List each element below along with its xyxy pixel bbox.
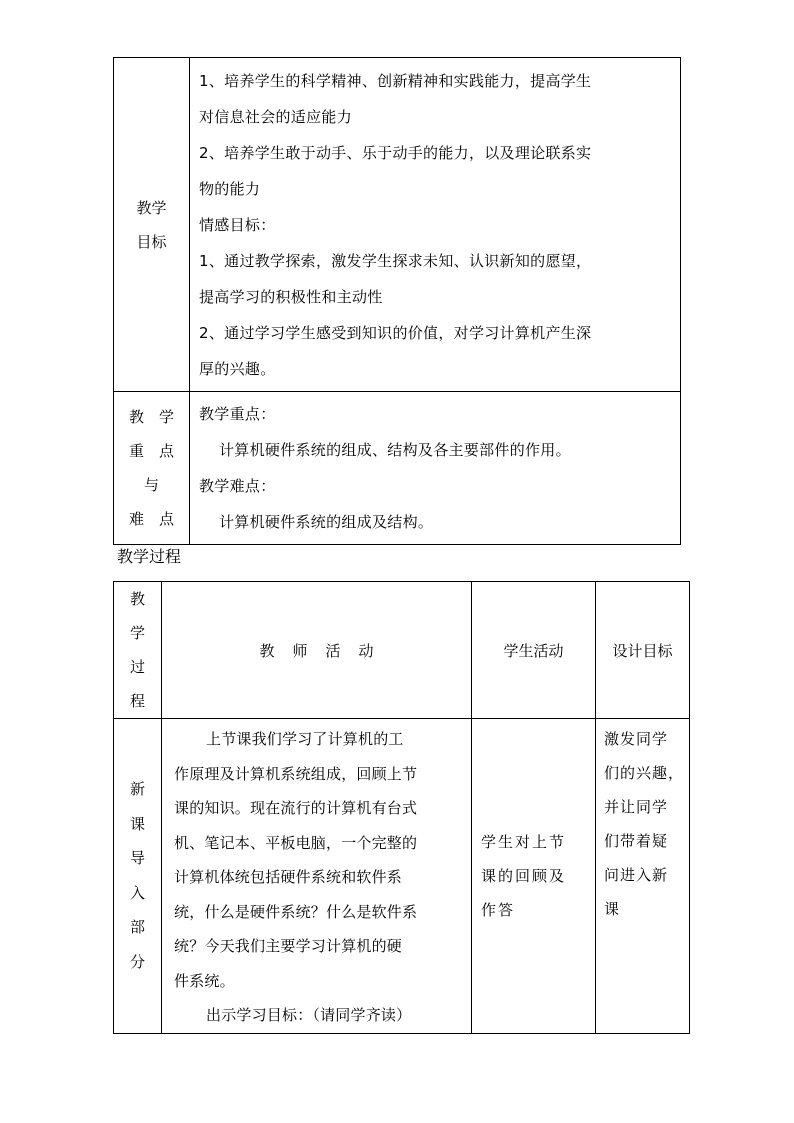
objectives-label-line: 教学 bbox=[136, 198, 167, 217]
objective-line: 1、通过教学探索，激发学生探求未知、认识新知的愿望， bbox=[199, 252, 592, 270]
teacher-show-goal: 出示学习目标：（请同学齐读） bbox=[206, 1006, 412, 1024]
goal-line: 课 bbox=[604, 900, 621, 918]
student-line: 学生对上节 bbox=[481, 832, 567, 851]
stage-header-char: 教 bbox=[129, 590, 145, 608]
teacher-line: 作原理及计算机系统组成，回顾上节 bbox=[174, 764, 418, 783]
objectives-content bbox=[190, 58, 681, 392]
keypoints-label-line: 与 bbox=[143, 476, 159, 494]
teacher-line: 课的知识。现在流行的计算机有台式 bbox=[174, 799, 418, 817]
objectives-label bbox=[114, 58, 190, 392]
keypoints-label-line: 重 点 bbox=[128, 442, 174, 460]
process-table bbox=[113, 581, 690, 1034]
teacher-line: 件系统。 bbox=[174, 971, 235, 990]
teacher-activity-header-text: 教师活动 bbox=[259, 641, 392, 660]
keypoints-label bbox=[114, 392, 190, 545]
stage-char: 导 bbox=[129, 849, 145, 868]
stage-char: 课 bbox=[129, 814, 145, 833]
objective-line: 物的能力 bbox=[199, 180, 261, 198]
teacher-line: 计算机体统包括硬件系统和软件系 bbox=[174, 868, 403, 886]
teacher-activity-header bbox=[162, 582, 472, 719]
teacher-line: 上节课我们学习了计算机的工 bbox=[206, 730, 404, 748]
goal-line: 问进入新 bbox=[604, 866, 669, 884]
objectives-table bbox=[113, 57, 681, 545]
keypoints-row bbox=[114, 392, 681, 545]
student-line: 作答 bbox=[481, 900, 516, 919]
section-title: 教学过程 bbox=[117, 547, 182, 566]
teacher-line: 统，什么是硬件系统？什么是软件系 bbox=[174, 902, 418, 921]
difficult-points-text: 计算机硬件系统的组成及结构。 bbox=[219, 513, 434, 531]
keypoints-content bbox=[190, 392, 681, 545]
keypoints-label-line: 难 点 bbox=[128, 510, 174, 528]
difficult-points-title: 教学难点： bbox=[199, 477, 276, 495]
key-points-text: 计算机硬件系统的组成、结构及各主要部件的作用。 bbox=[219, 441, 571, 459]
stage-header-char: 程 bbox=[129, 692, 145, 710]
keypoints-label-line: 教 学 bbox=[128, 408, 174, 426]
teacher-line: 统？今天我们主要学习计算机的硬 bbox=[174, 937, 403, 955]
objectives-row bbox=[114, 58, 681, 392]
goal-line: 们的兴趣， bbox=[604, 764, 685, 782]
stage-header-char: 学 bbox=[129, 624, 145, 642]
objective-line: 2、培养学生敢于动手、乐于动手的能力，以及理论联系实 bbox=[199, 144, 592, 162]
goal-line: 激发同学 bbox=[604, 730, 669, 748]
teacher-activity-cell bbox=[162, 719, 472, 1034]
objective-line: 情感目标： bbox=[199, 216, 276, 234]
goal-line: 们带着疑 bbox=[604, 832, 669, 850]
stage-char: 入 bbox=[129, 883, 145, 902]
stage-char: 分 bbox=[129, 952, 145, 971]
objective-line: 提高学习的积极性和主动性 bbox=[199, 288, 383, 306]
student-activity-header: 学生活动 bbox=[472, 582, 596, 719]
stage-header-char: 过 bbox=[129, 658, 145, 676]
objective-line: 2、通过学习学生感受到知识的价值，对学习计算机产生深 bbox=[199, 324, 592, 342]
objective-line: 对信息社会的适应能力 bbox=[199, 108, 353, 126]
process-header-row bbox=[114, 582, 690, 719]
stage-header bbox=[114, 582, 162, 719]
process-row bbox=[114, 719, 690, 1034]
design-goal-cell bbox=[596, 719, 690, 1034]
objective-line: 厚的兴趣。 bbox=[199, 360, 276, 378]
student-activity-cell bbox=[472, 719, 596, 1034]
objectives-label-line: 目标 bbox=[136, 232, 167, 251]
student-line: 课的回顾及 bbox=[481, 866, 567, 885]
design-goal-header: 设计目标 bbox=[596, 582, 690, 719]
stage-cell bbox=[114, 719, 162, 1034]
objective-line: 1、培养学生的科学精神、创新精神和实践能力，提高学生 bbox=[199, 72, 592, 90]
teacher-line: 机、笔记本、平板电脑，一个完整的 bbox=[174, 833, 418, 852]
key-points-title: 教学重点： bbox=[199, 405, 276, 423]
stage-char: 部 bbox=[129, 918, 145, 937]
goal-line: 并让同学 bbox=[604, 798, 669, 816]
stage-char: 新 bbox=[129, 780, 145, 799]
